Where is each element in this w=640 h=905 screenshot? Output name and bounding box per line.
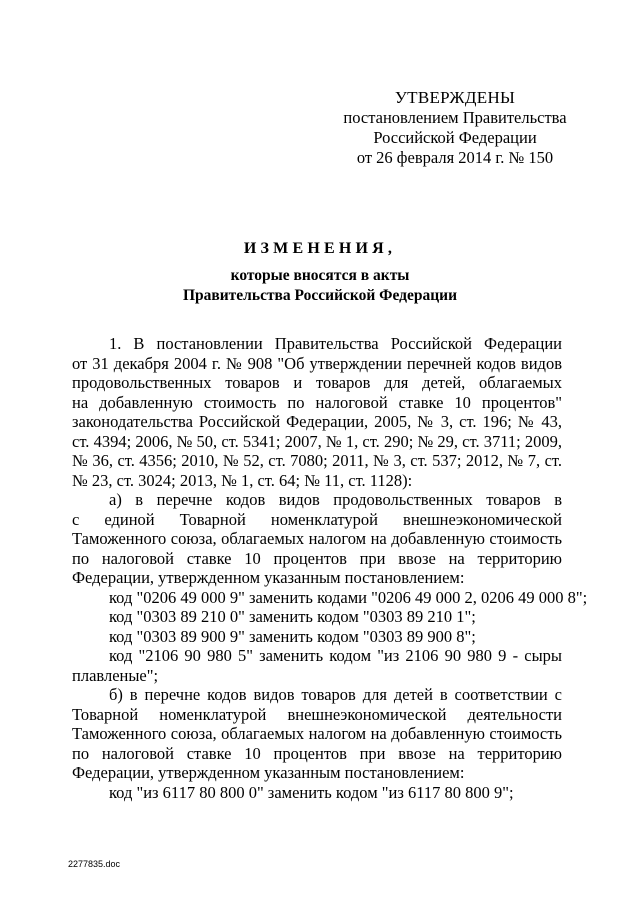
file-name-footer: 2277835.doc bbox=[68, 859, 121, 869]
text-line: законодательства Российской Федерации, 2005, № 3, ст. 196; № 43, bbox=[72, 412, 562, 431]
approval-line: Российской Федерации bbox=[373, 128, 537, 147]
document-subtitle: которые вносятся в акты bbox=[230, 267, 410, 284]
document-title-block bbox=[70, 239, 570, 306]
text-line: с единой Товарной номенклатурой внешнеэкономической bbox=[72, 509, 562, 529]
text-line: код "2106 90 980 5" заменить кодом "из 2106 90 980 9 - сыры bbox=[109, 646, 562, 665]
text-line: код "из 6117 80 800 0" заменить кодом "из 6117 80 800 9"; bbox=[109, 782, 514, 802]
text-line: Таможенного союза, облагаемых налогом на добавленную стоимость bbox=[72, 724, 562, 743]
text-line: Федерации, утвержденном указанным постановлением: bbox=[72, 568, 465, 587]
text-line: № 23, ст. 3024; 2013, № 1, ст. 64; № 11, ст. 1128): bbox=[72, 470, 413, 490]
text-line: Таможенного союза, облагаемых налогом на добавленную стоимость bbox=[72, 529, 562, 548]
text-line: продовольственных товаров и товаров для детей, облагаемых bbox=[72, 373, 562, 392]
text-line: код "0303 89 900 9" заменить кодом "0303 89 900 8"; bbox=[109, 626, 476, 646]
text-line: ст. 4394; 2006, № 50, ст. 5341; 2007, № 1, ст. 290; № 29, ст. 3711; 2009, bbox=[72, 431, 562, 451]
document-subtitle: Правительства Российской Федерации bbox=[182, 287, 458, 304]
text-line: 1. В постановлении Правительства Российской Федерации bbox=[109, 334, 562, 353]
text-line: б) в перечне кодов видов товаров для детей в соответствии с bbox=[109, 685, 562, 704]
text-line: а) в перечне кодов видов продовольственных товаров в bbox=[109, 490, 562, 509]
text-line: Федерации, утвержденном указанным постановлением: bbox=[72, 763, 465, 782]
document-body bbox=[72, 334, 588, 802]
text-line: код "0206 49 000 9" заменить кодами "0206 49 000 2, 0206 49 000 8"; bbox=[109, 587, 588, 607]
text-line: плавленые"; bbox=[72, 665, 159, 685]
text-line: на добавленную стоимость по налоговой ставке 10 процентов" bbox=[72, 392, 562, 412]
approval-date-line: от 26 февраля 2014 г. № 150 bbox=[356, 148, 554, 167]
text-line: по налоговой ставке 10 процентов при ввозе на территорию bbox=[72, 743, 562, 763]
approval-stamp bbox=[340, 88, 570, 168]
text-line: код "0303 89 210 0" заменить кодом "0303 89 210 1"; bbox=[109, 607, 476, 626]
text-line: по налоговой ставке 10 процентов при ввозе на территорию bbox=[72, 548, 562, 568]
text-line: от 31 декабря 2004 г. № 908 "Об утверждении перечней кодов видов bbox=[72, 353, 562, 373]
approval-heading: УТВЕРЖДЕНЫ bbox=[394, 88, 516, 107]
approval-line: постановлением Правительства bbox=[343, 108, 567, 127]
text-line: Товарной номенклатурой внешнеэкономической деятельности bbox=[72, 704, 562, 724]
text-line: № 36, ст. 4356; 2010, № 52, ст. 7080; 2011, № 3, ст. 537; 2012, № 7, ст. bbox=[72, 451, 562, 470]
document-title: ИЗМЕНЕНИЯ, bbox=[243, 240, 397, 257]
